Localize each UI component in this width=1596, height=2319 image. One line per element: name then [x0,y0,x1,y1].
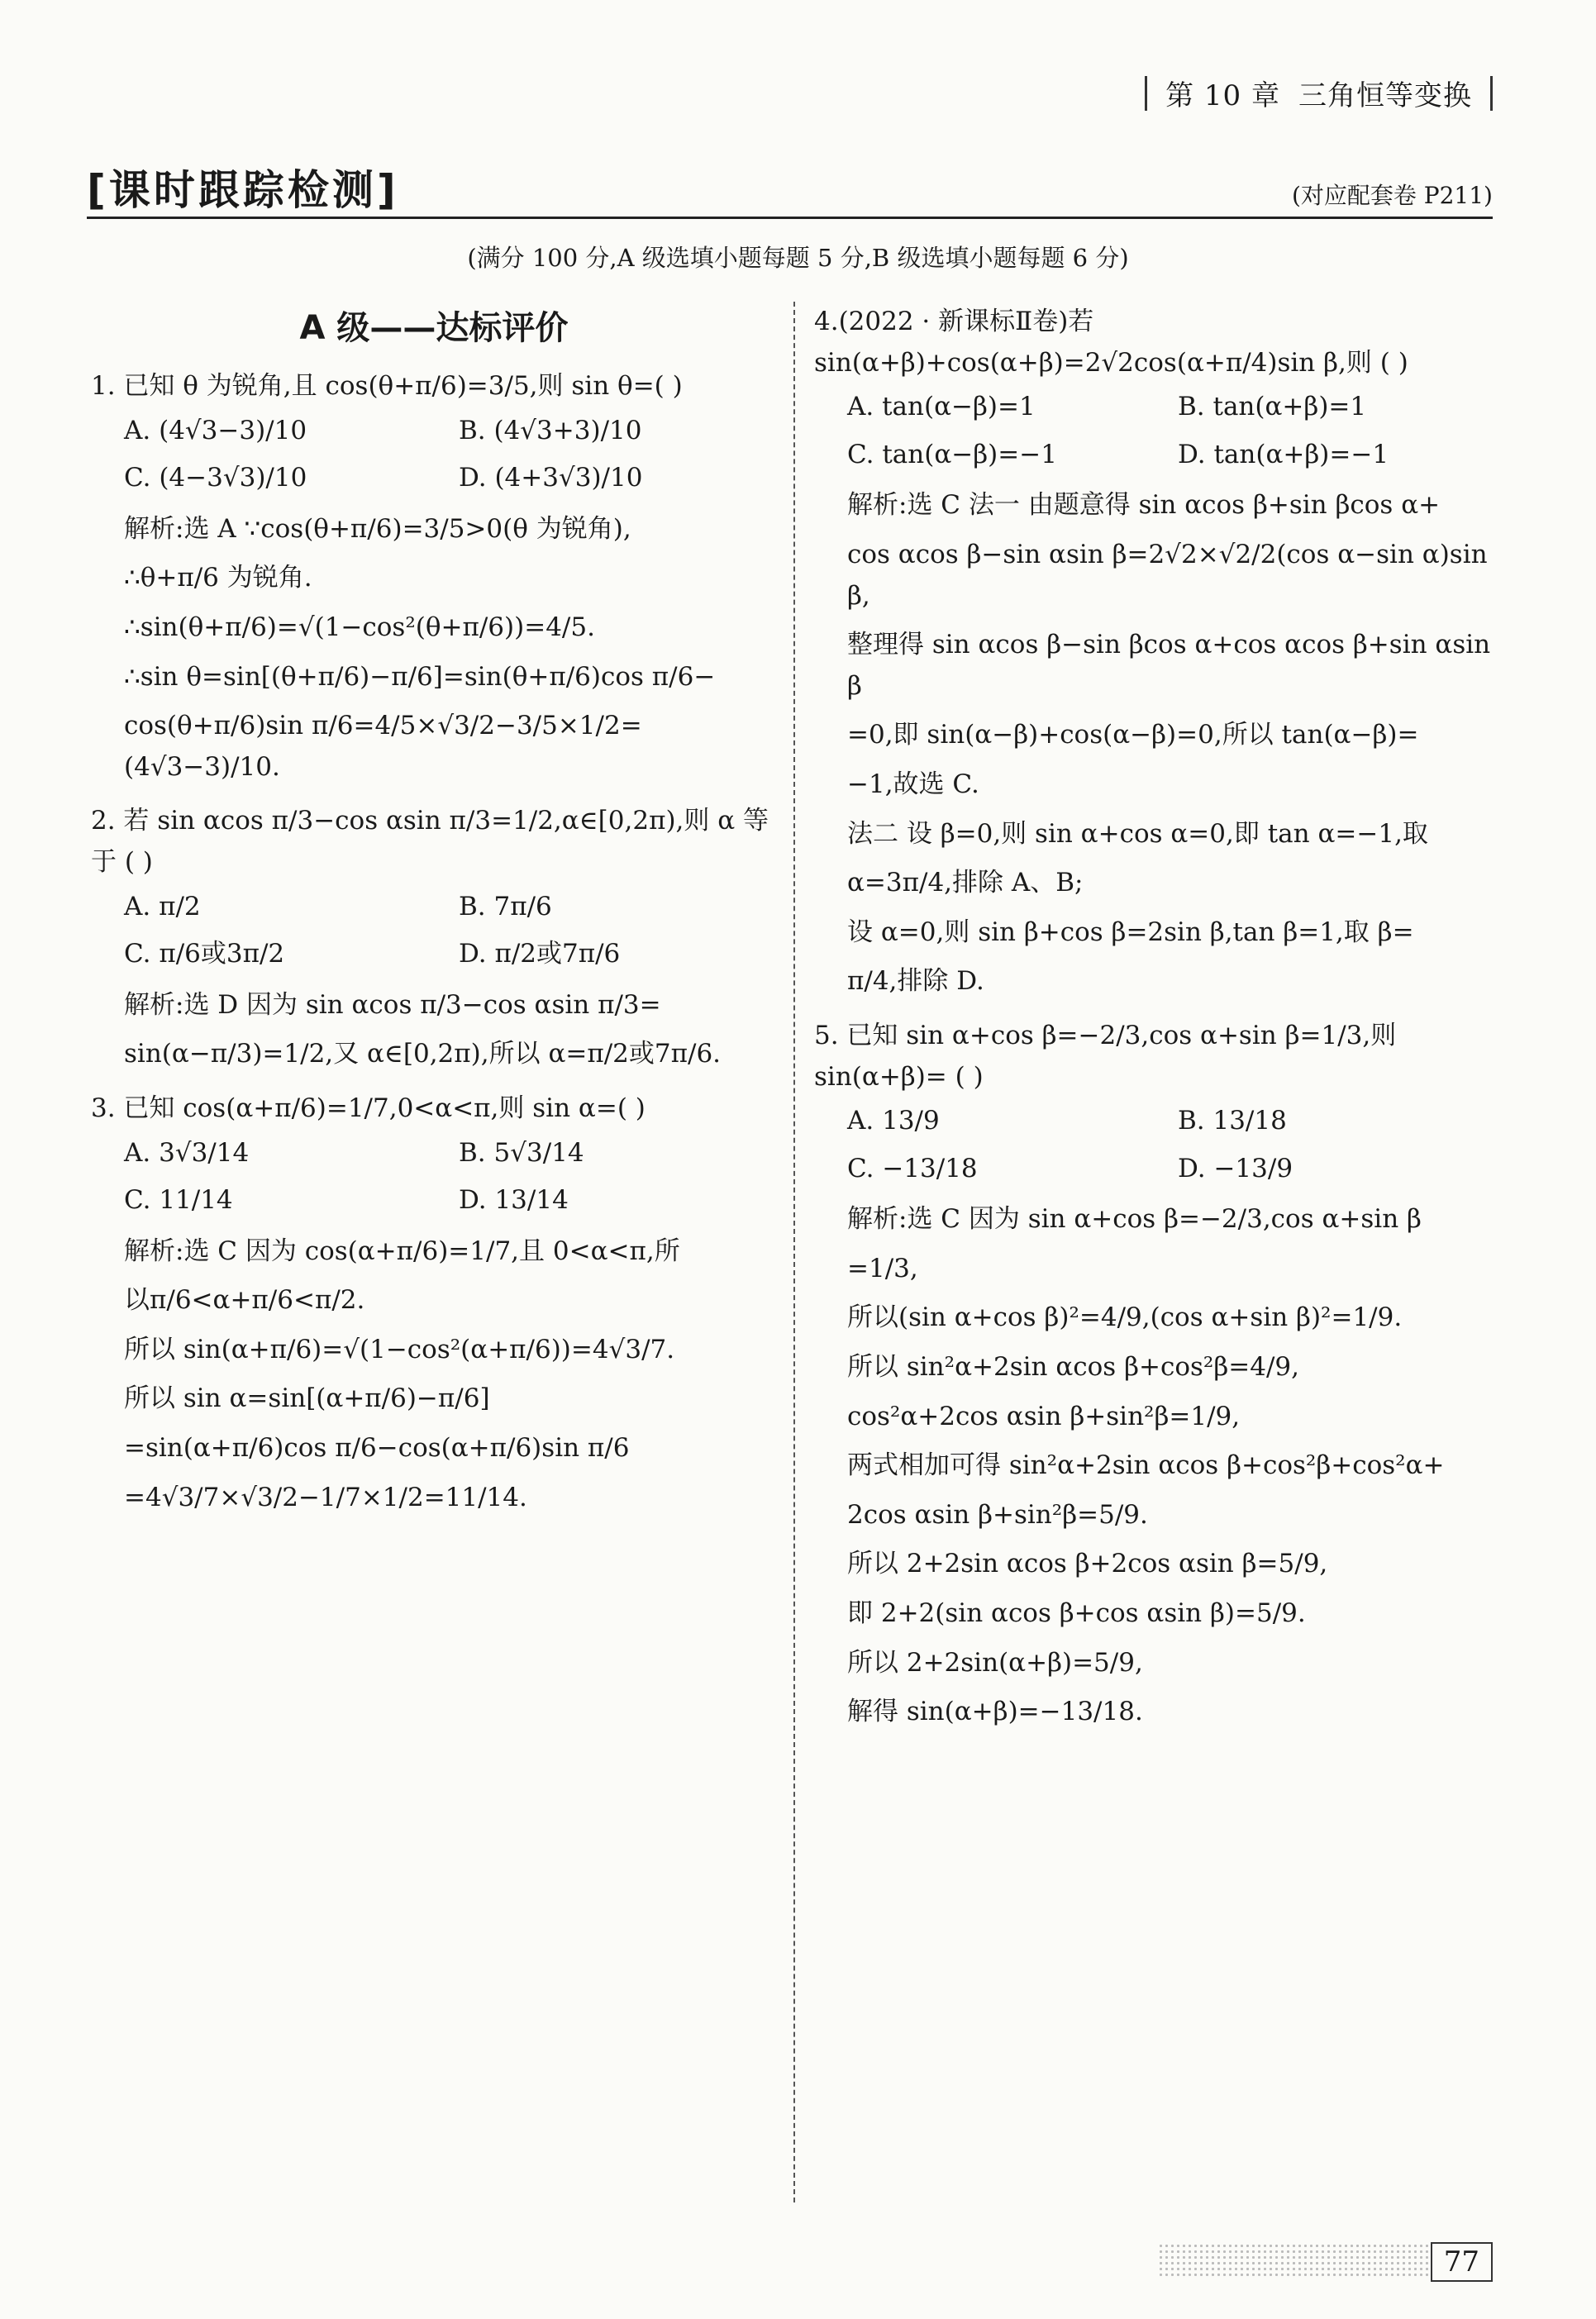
question-3-solution [91,1231,777,1519]
solution-line: 解析:选 C 法一 由题意得 sin αcos β+sin βcos α+ [847,490,1441,521]
chapter-number: 第 10 章 [1165,79,1280,112]
question-5-stem: 5. 已知 sin α+cos β=−2/3,cos α+sin β=1/3,则 sin(α+β)= ( ) [814,1020,1397,1092]
solution-line: 解析:选 C 因为 sin α+cos β=−2/3,cos α+sin β [847,1204,1422,1235]
solution-line: ∴sin(θ+π/6)=√(1−cos²(θ+π/6))=4/5. [124,612,595,642]
solution-line: 2cos αsin β+sin²β=5/9. [847,1499,1148,1530]
question-1-stem: 1. 已知 θ 为锐角,且 cos(θ+π/6)=3/5,则 sin θ=( ) [91,371,683,401]
solution-line: 所以 sin²α+2sin αcos β+cos²β=4/9, [847,1352,1299,1383]
option-d: D. (4+3√3)/10 [459,463,643,493]
option-a: A. tan(α−β)=1 [847,392,1036,422]
option-c: C. tan(α−β)=−1 [847,439,1057,469]
right-column [814,302,1492,1746]
reference-note: (对应配套卷 P211) [1291,182,1493,209]
option-b: B. tan(α+β)=1 [1178,392,1367,422]
option-b: B. (4√3+3)/10 [459,415,642,445]
question-4-solution [814,485,1492,1002]
solution-line: 所以(sin α+cos β)²=4/9,(cos α+sin β)²=1/9. [847,1302,1403,1333]
option-d: D. π/2或7π/6 [459,939,621,969]
chapter-header [1145,73,1493,113]
option-d: D. tan(α+β)=−1 [1178,439,1389,469]
solution-line: 即 2+2(sin αcos β+cos αsin β)=5/9. [847,1598,1306,1629]
chapter-title: 三角恒等变换 [1298,79,1472,112]
solution-line: 所以 2+2sin αcos β+2cos αsin β=5/9, [847,1549,1328,1579]
solution-line: cos(θ+π/6)sin π/6=4/5×√3/2−3/5×1/2=(4√3−3)/10. [124,711,642,782]
solution-line: 解析:选 D 因为 sin αcos π/3−cos αsin π/3= [124,989,661,1020]
solution-line: 法二 设 β=0,则 sin α+cos α=0,即 tan α=−1,取 [847,818,1428,849]
question-3-options [91,1130,777,1225]
solution-line: 整理得 sin αcos β−sin βcos α+cos αcos β+sin αsin β [847,630,1491,701]
score-note: (满分 100 分,A 级选填小题每题 5 分,B 级选填小题每题 6 分) [467,244,1129,272]
option-c: C. π/6或3π/2 [124,939,285,969]
option-a: A. 13/9 [847,1106,940,1136]
question-2-stem: 2. 若 sin αcos π/3−cos αsin π/3=1/2,α∈[0,2π),则 α 等于 ( ) [91,806,769,877]
solution-line: 所以 sin α=sin[(α+π/6)−π/6] [124,1383,490,1414]
question-2 [91,801,777,978]
solution-line: =1/3, [847,1253,918,1283]
solution-line: 解析:选 A ∵cos(θ+π/6)=3/5>0(θ 为锐角), [124,513,631,544]
title-rule [87,217,1493,219]
solution-line: 以π/6<α+π/6<π/2. [124,1285,365,1316]
question-4 [814,302,1492,479]
option-b: B. 7π/6 [459,891,552,921]
question-3 [91,1088,777,1225]
page-number: 77 [1431,2242,1493,2282]
option-c: C. 11/14 [124,1185,233,1216]
left-column [91,302,777,1531]
option-a: A. (4√3−3)/10 [124,415,307,445]
question-5 [814,1016,1492,1193]
solution-line: π/4,排除 D. [847,966,984,997]
solution-line: 解得 sin(α+β)=−13/18. [847,1697,1143,1727]
solution-line: =sin(α+π/6)cos π/6−cos(α+π/6)sin π/6 [124,1433,630,1464]
question-1-solution [91,509,777,788]
solution-line: 所以 sin(α+π/6)=√(1−cos²(α+π/6))=4√3/7. [124,1334,675,1364]
question-5-solution [814,1199,1492,1733]
solution-line: cos αcos β−sin αsin β=2√2×√2/2(cos α−sin α)sin β, [847,539,1488,611]
question-5-options [814,1098,1492,1193]
solution-line: 设 α=0,则 sin β+cos β=2sin β,tan β=1,取 β= [847,917,1414,947]
question-4-stem: 4.(2022 · 新课标Ⅱ卷)若 sin(α+β)+cos(α+β)=2√2cos(α+π/4)sin β,则 ( ) [814,307,1408,378]
question-2-solution [91,985,777,1075]
solution-line: sin(α−π/3)=1/2,又 α∈[0,2π),所以 α=π/2或7π/6. [124,1039,722,1069]
solution-line: ∴θ+π/6 为锐角. [124,563,312,593]
option-c: C. −13/18 [847,1153,978,1183]
option-b: B. 5√3/14 [459,1137,584,1168]
option-a: A. π/2 [124,891,201,921]
solution-line: ∴sin θ=sin[(θ+π/6)−π/6]=sin(θ+π/6)cos π/6− [124,661,716,692]
header-bar-left [1145,76,1147,111]
solution-line: cos²α+2cos αsin β+sin²β=1/9, [847,1401,1241,1431]
solution-line: =0,即 sin(α−β)+cos(α−β)=0,所以 tan(α−β)= [847,720,1419,750]
question-2-options [91,883,777,979]
option-d: D. 13/14 [459,1185,569,1216]
solution-line: =4√3/7×√3/2−1/7×1/2=11/14. [124,1482,527,1512]
question-3-stem: 3. 已知 cos(α+π/6)=1/7,0<α<π,则 sin α=( ) [91,1093,646,1123]
option-a: A. 3√3/14 [124,1137,250,1168]
option-c: C. (4−3√3)/10 [124,463,307,493]
header-bar-right [1490,76,1493,111]
solution-line: 两式相加可得 sin²α+2sin αcos β+cos²β+cos²α+ [847,1450,1445,1481]
level-title: A 级——达标评价 [299,309,569,347]
question-4-options [814,383,1492,479]
decorative-dot-band [1158,2243,1431,2276]
section-title: [课时跟踪检测] [87,166,399,214]
solution-line: 所以 2+2sin(α+β)=5/9, [847,1647,1143,1678]
option-b: B. 13/18 [1178,1106,1287,1136]
column-divider [793,302,795,2202]
question-1 [91,366,777,502]
option-d: D. −13/9 [1178,1153,1293,1183]
solution-line: 解析:选 C 因为 cos(α+π/6)=1/7,且 0<α<π,所 [124,1236,680,1266]
solution-line: −1,故选 C. [847,769,979,799]
question-1-options [91,407,777,502]
solution-line: α=3π/4,排除 A、B; [847,868,1084,898]
